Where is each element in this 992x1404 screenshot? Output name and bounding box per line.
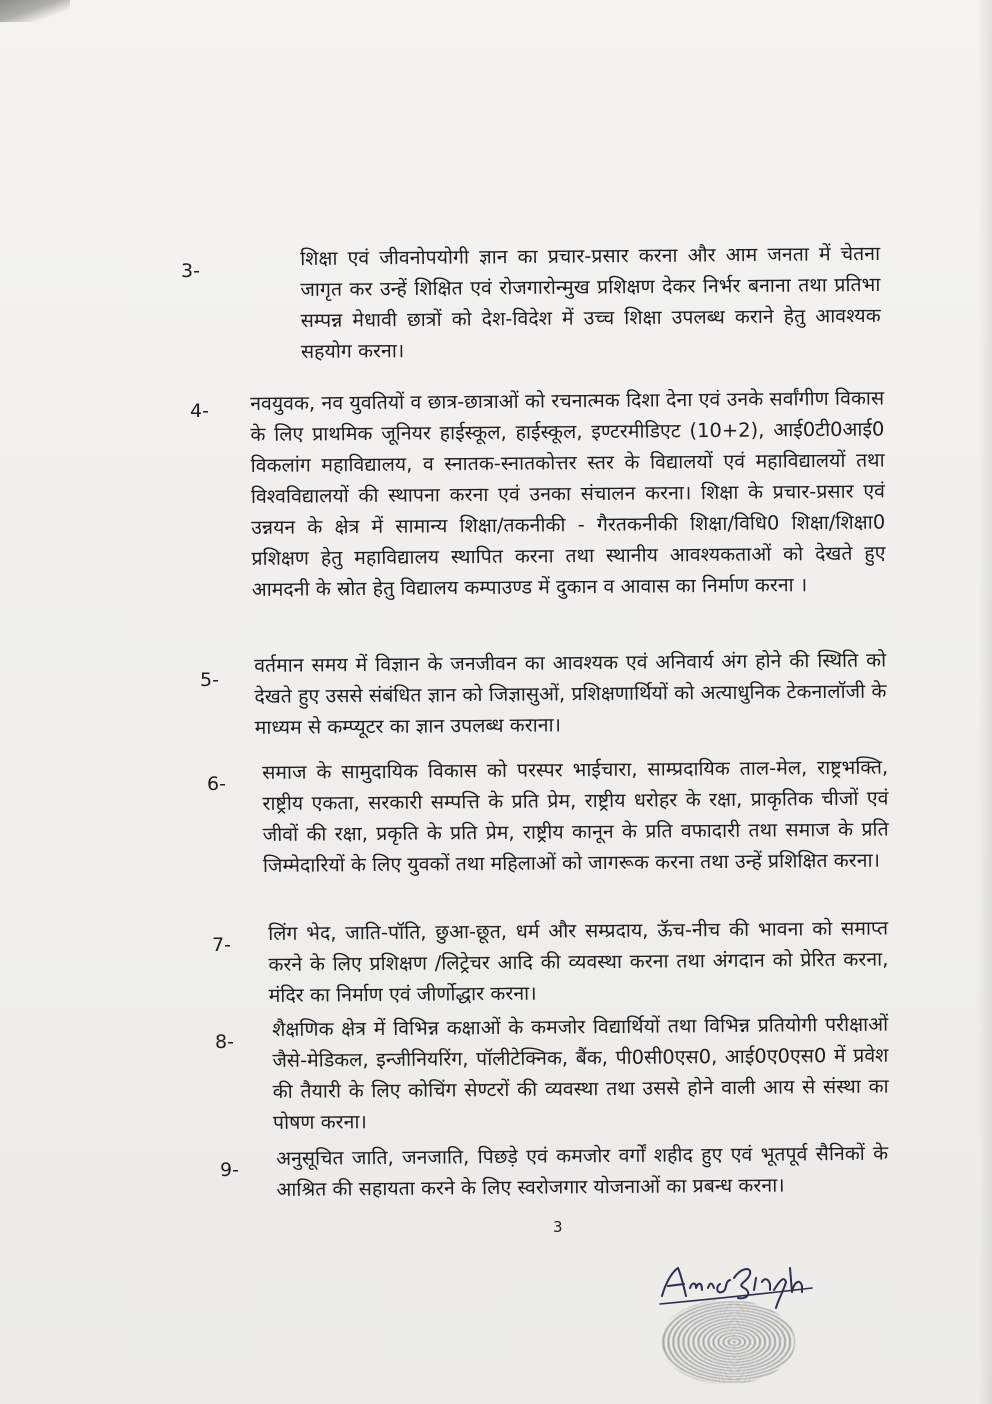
page-number: 3 <box>553 1218 563 1236</box>
clause-number: 6- <box>207 773 226 795</box>
clause-text: अनुसूचित जाति, जनजाति, पिछड़े एवं कमजोर वर्गों शहीद हुए एवं भूतपूर्व सैनिकों के आश्रित की सहायता करने के लिए स्वरोजगार योजनाओं का प्रबन्ध करना। <box>276 1141 889 1201</box>
clause-number: 9- <box>220 1159 239 1181</box>
clause-text: नवयुवक, नव युवतियों व छात्र-छात्राओं को रचनात्मक दिशा देना एवं उनके सर्वांगीण विकास के लिए प्राथमिक जूनियर हाईस्कूल, हाईस्कूल, इण्टरमीडिएट (10+2), आई0टी0आई0 विकलांग महाविद्यालय, व स्नातक-स्नातकोत्तर स्तर के विद्यालयों एवं महाविद्यालयों तथा विश्वविद्यालयों की स्थापना करना एवं उनका संचालन करना। शिक्षा के प्रचार-प्रसार एवं उन्नयन के क्षेत्र में सामान्य शिक्षा/तकनीकी - गैरतकनीकी शिक्षा/विधि0 शिक्षा/शिक्षा0 प्रशिक्षण हेतु महाविद्यालय स्थापित करना तथा स्थानीय आवश्यकताओं को देखते हुए आमदनी के स्रोत हेतु विद्यालय कम्पाउण्ड में दुकान व आवास का निर्माण करना । <box>250 386 886 601</box>
scan-edge-shadow <box>978 0 992 1404</box>
clause-number: 3- <box>181 260 200 282</box>
clause-number: 5- <box>200 669 219 691</box>
clause-number: 7- <box>212 934 231 956</box>
clause-text: शिक्षा एवं जीवनोपयोगी ज्ञान का प्रचार-प्रसार करना और आम जनता में चेतना जागृत कर उन्हें शिक्षित एवं रोजगारोन्मुख प्रशिक्षण देकर निर्भर बनाना तथा प्रतिभा सम्पन्न मेधावी छात्रों को देश-विदेश में उच्च शिक्षा उपलब्ध कराने हेतु आवश्यक सहयोग करना। <box>300 241 881 363</box>
clause-text: समाज के सामुदायिक विकास को परस्पर भाईचारा, साम्प्रदायिक ताल-मेल, राष्ट्रभक्ति, राष्ट्रीय एकता, सरकारी सम्पत्ति के प्रति प्रेम, राष्ट्रीय धरोहर के रक्षा, प्राकृतिक चीजों एवं जीवों की रक्षा, प्रकृति के प्रति प्रेम, राष्ट्रीय कानून के प्रति वफादारी तथा समाज के प्रति जिम्मेदारियों के लिए युवकों तथा महिलाओं को जागरूक करना तथा उन्हें प्रशिक्षित करना। <box>262 755 889 877</box>
clause-text: लिंग भेद, जाति-पॉति, छुआ-छूत, धर्म और सम्प्रदाय, ऊॅच-नीच की भावना को समाप्त करने के लिए प्रशिक्षण /लिट्रेचर आदि की व्यवस्था करना तथा अंगदान को प्रेरित करना, मंदिर का निर्माण एवं जीर्णोद्धार करना। <box>268 916 889 1007</box>
scan-corner-shadow <box>0 0 70 22</box>
clause-number: 8- <box>215 1031 234 1053</box>
clause-text: शैक्षणिक क्षेत्र में विभिन्न कक्षाओं के कमजोर विद्यार्थियों तथा विभिन्न प्रतियोगी परीक्षाओं जैसे-मेडिकल, इन्जीनियरिंग, पॉलीटेक्निक, बैंक, पी0सी0एस0, आई0ए0एस0 में प्रवेश की तैयारी के लिए कोचिंग सेण्टरों की व्यवस्था तथा उससे होने वाली आय से संस्था का पोषण करना। <box>272 1012 889 1134</box>
thumbprint-image <box>660 1300 795 1384</box>
clause-number: 4- <box>190 400 209 422</box>
clause-text: वर्तमान समय में विज्ञान के जनजीवन का आवश्यक एवं अनिवार्य अंग होने की स्थिति को देखते हुए उससे संबंधित ज्ञान को जिज्ञासुओं, प्रशिक्षणार्थियों को अत्याधुनिक टेकनालॉजी के माध्यम से कम्प्यूटर का ज्ञान उपलब्ध कराना। <box>254 648 887 739</box>
